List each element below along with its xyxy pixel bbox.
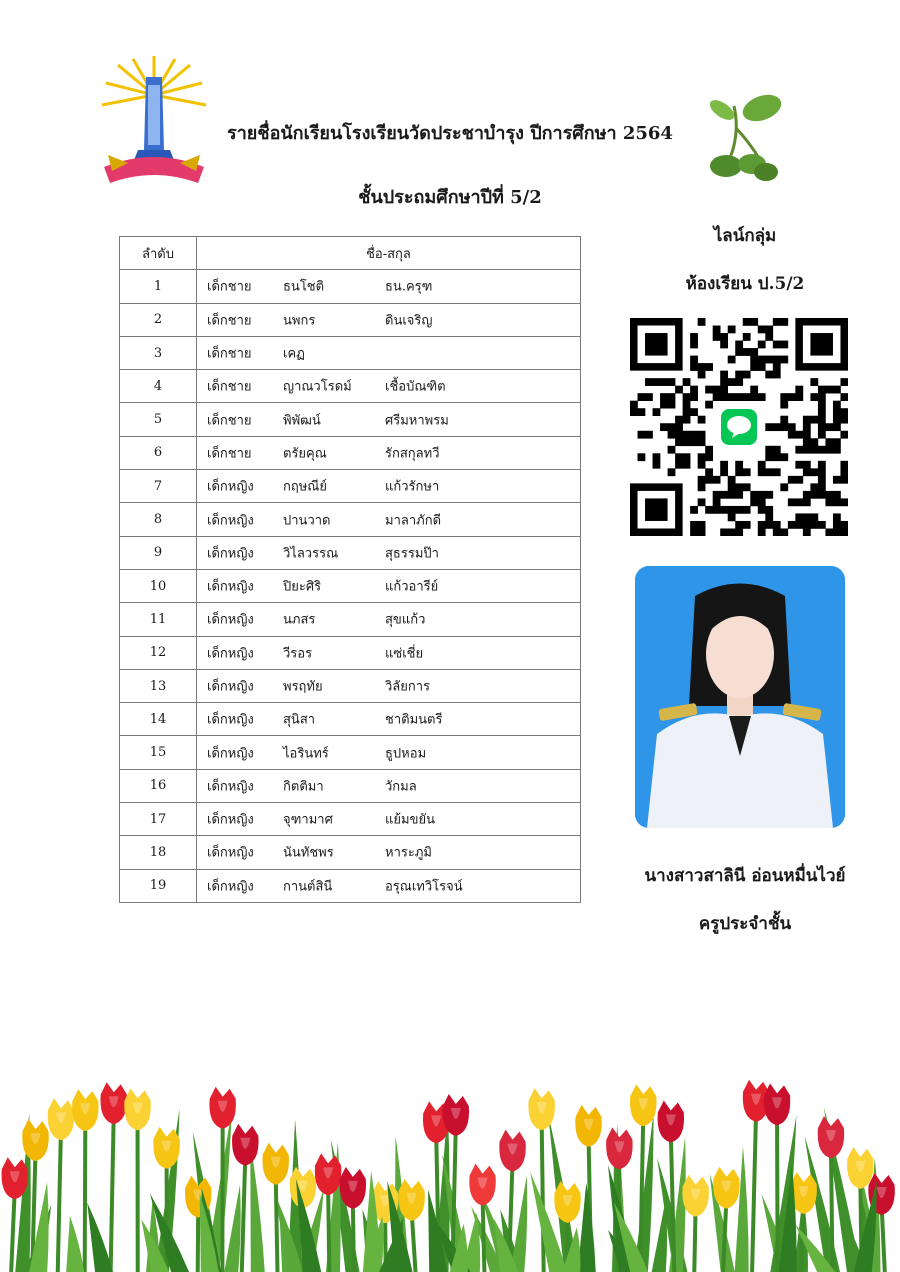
row-number: 16 xyxy=(120,769,197,802)
last-name: แก้วรักษา xyxy=(385,479,440,495)
last-name: วักมล xyxy=(385,779,417,795)
student-name-cell xyxy=(197,803,581,836)
row-number: 9 xyxy=(120,536,197,569)
student-name-cell xyxy=(197,336,581,369)
student-name-cell xyxy=(197,536,581,569)
name-prefix: เด็กชาย xyxy=(207,379,252,395)
name-prefix: เด็กหญิง xyxy=(207,546,254,562)
last-name: รักสกุลทวี xyxy=(385,446,440,462)
school-emblem-icon xyxy=(98,55,210,190)
name-prefix: เด็กชาย xyxy=(207,446,252,462)
row-number: 7 xyxy=(120,470,197,503)
name-prefix: เด็กชาย xyxy=(207,313,252,329)
name-prefix: เด็กชาย xyxy=(207,346,252,362)
student-name-cell xyxy=(197,703,581,736)
table-row xyxy=(120,836,581,869)
name-prefix: เด็กหญิง xyxy=(207,479,254,495)
first-name: กฤษณีย์ xyxy=(283,479,327,495)
class-subtitle: ชั้นประถมศึกษาปีที่ 5/2 xyxy=(358,187,542,208)
name-prefix: เด็กหญิง xyxy=(207,612,254,628)
row-number: 8 xyxy=(120,503,197,536)
line-app-icon xyxy=(721,409,757,445)
last-name: สุธรรมป๊า xyxy=(385,546,439,562)
table-row xyxy=(120,869,581,902)
last-name: แก้วอารีย์ xyxy=(385,579,439,595)
table-row xyxy=(120,536,581,569)
student-name-cell xyxy=(197,270,581,303)
first-name: พรฤทัย xyxy=(283,679,323,695)
row-number: 5 xyxy=(120,403,197,436)
first-name: ธนโชติ xyxy=(283,279,325,295)
last-name: ธูปหอม xyxy=(385,746,427,762)
last-name: สุขแก้ว xyxy=(385,612,426,628)
first-name: ปิยะศิริ xyxy=(283,579,322,595)
student-name-cell xyxy=(197,303,581,336)
student-name-cell xyxy=(197,503,581,536)
first-name: จุฑามาศ xyxy=(283,812,333,828)
student-name-cell xyxy=(197,669,581,702)
table-row xyxy=(120,569,581,602)
first-name: ญาณวโรดม์ xyxy=(283,379,352,395)
student-name-cell xyxy=(197,436,581,469)
name-prefix: เด็กหญิง xyxy=(207,746,254,762)
table-row xyxy=(120,736,581,769)
name-prefix: เด็กหญิง xyxy=(207,579,254,595)
last-name: เชื้อบัณฑิต xyxy=(385,379,446,395)
student-name-cell xyxy=(197,569,581,602)
row-number: 11 xyxy=(120,603,197,636)
table-row xyxy=(120,403,581,436)
teacher-name: นางสาวสาลินี อ่อนหมื่นไวย์ xyxy=(644,866,846,886)
last-name: ดินเจริญ xyxy=(385,313,433,329)
name-prefix: เด็กหญิง xyxy=(207,513,254,529)
row-number: 18 xyxy=(120,836,197,869)
last-name: ธน.ครุฑ xyxy=(385,279,433,295)
first-name: นันทัชพร xyxy=(283,845,334,861)
last-name: มาลาภักดี xyxy=(385,513,442,529)
row-number: 13 xyxy=(120,669,197,702)
table-row xyxy=(120,769,581,802)
name-prefix: เด็กหญิง xyxy=(207,812,254,828)
student-name-cell xyxy=(197,869,581,902)
teacher-role: ครูประจำชั้น xyxy=(698,914,792,934)
table-row xyxy=(120,436,581,469)
student-roster-table xyxy=(119,236,581,903)
student-name-cell xyxy=(197,736,581,769)
last-name: ชาติมนตรี xyxy=(385,712,443,728)
student-name-cell xyxy=(197,370,581,403)
table-row xyxy=(120,303,581,336)
table-row xyxy=(120,636,581,669)
column-header-number: ลำดับ xyxy=(120,237,197,270)
row-number: 1 xyxy=(120,270,197,303)
table-row xyxy=(120,603,581,636)
row-number: 2 xyxy=(120,303,197,336)
last-name: ศรีมหาพรม xyxy=(385,413,449,429)
name-prefix: เด็กหญิง xyxy=(207,646,254,662)
row-number: 15 xyxy=(120,736,197,769)
first-name: นภสร xyxy=(283,612,316,628)
table-row xyxy=(120,470,581,503)
name-prefix: เด็กชาย xyxy=(207,413,252,429)
student-name-cell xyxy=(197,603,581,636)
table-row xyxy=(120,336,581,369)
name-prefix: เด็กหญิง xyxy=(207,779,254,795)
student-name-cell xyxy=(197,636,581,669)
last-name: วิลัยการ xyxy=(385,679,431,695)
last-name: หาระภูมิ xyxy=(385,845,432,861)
row-number: 17 xyxy=(120,803,197,836)
teacher-photo xyxy=(635,566,845,828)
first-name: กานต์สินี xyxy=(283,879,333,895)
name-prefix: เด็กหญิง xyxy=(207,712,254,728)
last-name: แซ่เชี่ย xyxy=(385,646,424,662)
first-name: วีรอร xyxy=(283,646,313,662)
student-name-cell xyxy=(197,836,581,869)
document-title: รายชื่อนักเรียนโรงเรียนวัดประชาบำรุง ปีการศึกษา 2564 xyxy=(227,123,673,144)
row-number: 12 xyxy=(120,636,197,669)
row-number: 19 xyxy=(120,869,197,902)
row-number: 3 xyxy=(120,336,197,369)
first-name: กิตติมา xyxy=(283,779,324,795)
first-name: เคฏ xyxy=(283,346,305,362)
table-row xyxy=(120,703,581,736)
first-name: ปานวาด xyxy=(283,513,331,529)
first-name: วิไลวรรณ xyxy=(283,546,339,562)
tulip-border-decoration xyxy=(0,1060,900,1272)
table-row xyxy=(120,370,581,403)
table-row xyxy=(120,803,581,836)
table-row xyxy=(120,270,581,303)
line-group-title: ไลน์กลุ่ม xyxy=(713,226,777,246)
row-number: 6 xyxy=(120,436,197,469)
table-row xyxy=(120,503,581,536)
student-name-cell xyxy=(197,769,581,802)
row-number: 4 xyxy=(120,370,197,403)
first-name: พิพัฒน์ xyxy=(283,413,321,429)
plant-sprig-icon xyxy=(700,88,790,193)
first-name: นพกร xyxy=(283,313,316,329)
name-prefix: เด็กหญิง xyxy=(207,679,254,695)
name-prefix: เด็กชาย xyxy=(207,279,252,295)
column-header-name: ชื่อ-สกุล xyxy=(197,237,581,270)
classroom-label: ห้องเรียน ป.5/2 xyxy=(685,274,805,294)
first-name: ไอรินทร์ xyxy=(283,746,329,762)
student-name-cell xyxy=(197,470,581,503)
first-name: สุนิสา xyxy=(283,712,316,728)
last-name: อรุณเทวิโรจน์ xyxy=(385,879,463,895)
name-prefix: เด็กหญิง xyxy=(207,845,254,861)
table-header-row xyxy=(120,237,581,270)
last-name: แย้มขยัน xyxy=(385,812,435,828)
line-group-qr-code[interactable] xyxy=(630,318,848,536)
student-name-cell xyxy=(197,403,581,436)
row-number: 14 xyxy=(120,703,197,736)
row-number: 10 xyxy=(120,569,197,602)
table-row xyxy=(120,669,581,702)
name-prefix: เด็กหญิง xyxy=(207,879,254,895)
first-name: ตรัยคุณ xyxy=(283,446,327,462)
